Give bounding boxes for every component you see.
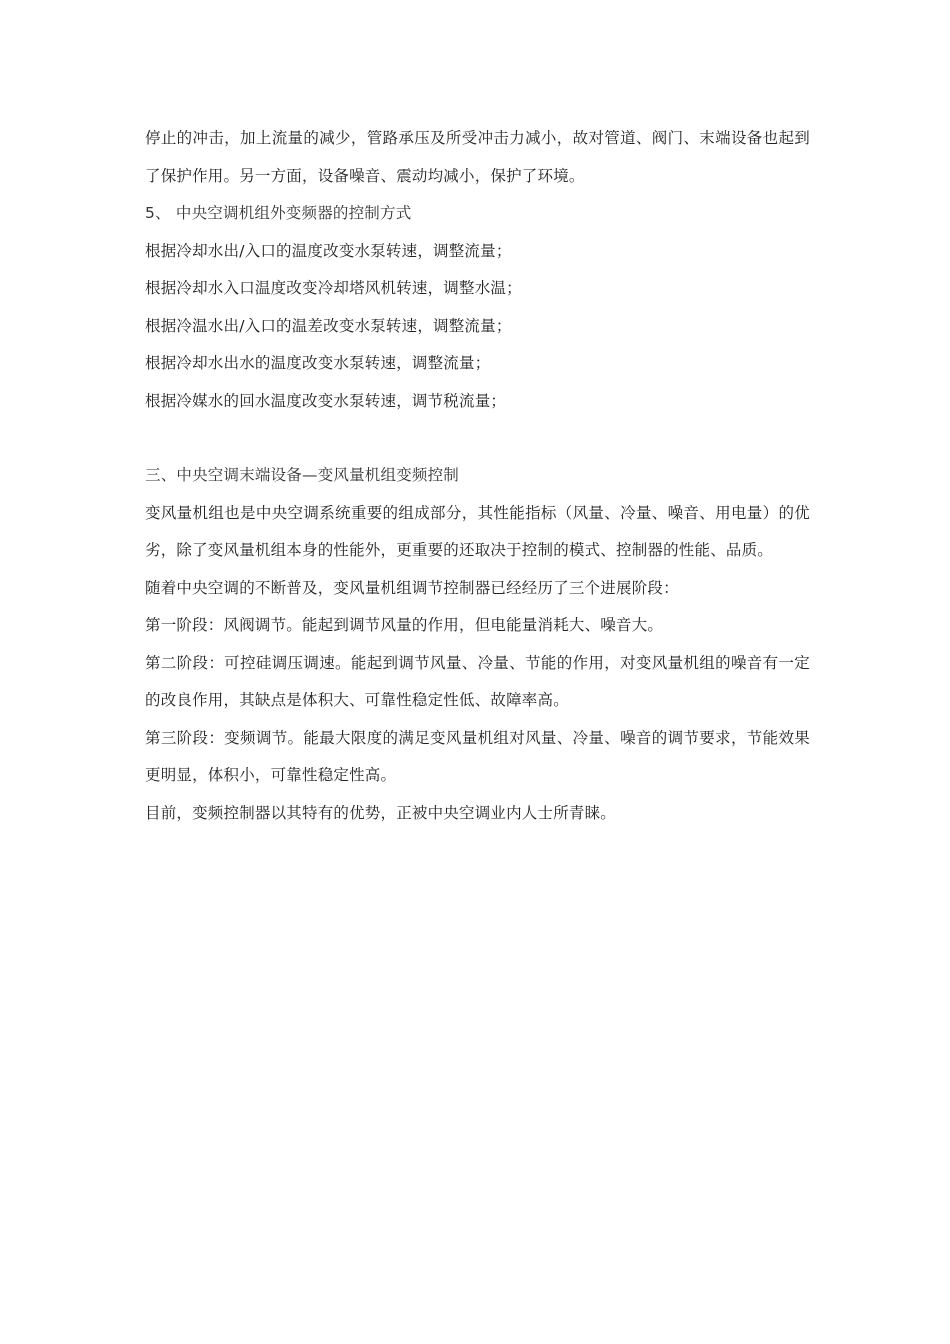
stage-1-paragraph: 第一阶段：风阀调节。能起到调节风量的作用，但电能量消耗大、噪音大。 <box>145 616 664 634</box>
control-method-item: 根据冷媒水的回水温度改变水泵转速，调节税流量； <box>145 391 507 410</box>
paragraph-protection-effect: 停止的冲击，加上流量的减少，管路承压及所受冲击力减小，故对管道、阀门、末端设备也起到了保护作用。另一方面，设备噪音、震动均减小，保护了环境。 <box>145 129 810 185</box>
paragraph-spacer <box>145 420 810 457</box>
document-body <box>145 120 810 832</box>
stage-2-paragraph: 第二阶段：可控硅调压调速。能起到调节风量、冷量、节能的作用，对变风量机组的噪音有一定的改良作用，其缺点是体积大、可靠性稳定性低、故障率高。 <box>145 653 810 709</box>
paragraph-development-stages-intro: 随着中央空调的不断普及，变风量机组调节控制器已经经历了三个进展阶段： <box>145 578 679 597</box>
conclusion-paragraph: 目前，变频控制器以其特有的优势，正被中央空调业内人士所青睐。 <box>145 803 617 822</box>
control-method-item: 根据冷却水出水的温度改变水泵转速，调整流量； <box>145 354 491 372</box>
section-3-heading: 三、中央空调末端设备—变风量机组变频控制 <box>145 466 460 484</box>
control-method-item: 根据冷温水出/入口的温差改变水泵转速，调整流量； <box>145 316 512 335</box>
control-method-item: 根据冷却水入口温度改变冷却塔风机转速，调整水温； <box>145 279 522 297</box>
stage-3-paragraph: 第三阶段：变频调节。能最大限度的满足变风量机组对风量、冷量、噪音的调节要求，节能效果更明显，体积小，可靠性稳定性高。 <box>145 728 810 784</box>
paragraph-vav-overview: 变风量机组也是中央空调系统重要的组成部分，其性能指标（风量、冷量、噪音、用电量）的优劣，除了变风量机组本身的性能外，更重要的还取决于控制的模式、控制器的性能、品质。 <box>145 503 810 559</box>
section-5-heading: 5、 中央空调机组外变频器的控制方式 <box>145 204 412 222</box>
control-method-item: 根据冷却水出/入口的温度改变水泵转速，调整流量； <box>145 241 512 260</box>
